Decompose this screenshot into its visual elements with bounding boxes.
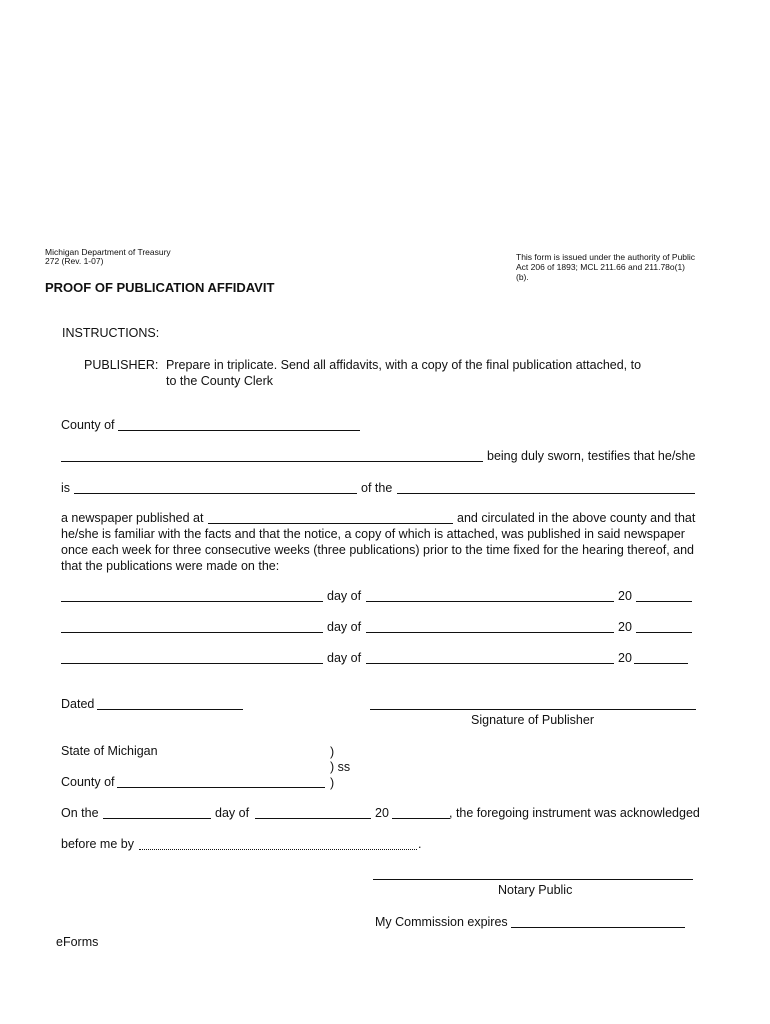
instruction-line-2: to the County Clerk	[166, 374, 273, 388]
day-of-label: day of	[327, 620, 362, 634]
year-prefix: 20	[618, 651, 632, 665]
period-mark: .	[418, 837, 422, 851]
agency-name: Michigan Department of Treasury	[45, 247, 171, 257]
notary-signature-field[interactable]	[373, 879, 693, 880]
instruction-line-1: Prepare in triplicate. Send all affidavits, with a copy of the final publication attached, to	[166, 358, 642, 372]
publication-2-month-field[interactable]	[366, 632, 614, 633]
eforms-brand: eForms	[56, 935, 99, 949]
before-me-field[interactable]	[139, 849, 417, 850]
notary-day-field[interactable]	[103, 818, 211, 819]
circulated-text: and circulated in the above county and that	[457, 511, 696, 525]
dated-label: Dated	[61, 697, 95, 711]
day-of-label: day of	[327, 651, 362, 665]
county-of-label: County of	[61, 418, 115, 432]
publication-1-month-field[interactable]	[366, 601, 614, 602]
on-the-label: On the	[61, 806, 99, 820]
affidavit-paragraph: he/she is familiar with the facts and that the notice, a copy of which is attached, was published in said newspaper once each week for three consecutive weeks (three publications) prior to the time fixed for the hearing thereof, and that the publications were made on the:	[61, 527, 694, 573]
notary-year-prefix: 20	[375, 806, 389, 820]
before-me-label: before me by	[61, 837, 134, 851]
newspaper-name-field[interactable]	[397, 493, 695, 494]
notary-month-field[interactable]	[255, 818, 371, 819]
being-sworn-text: being duly sworn, testifies that he/she	[487, 449, 696, 463]
publication-1-day-field[interactable]	[61, 601, 323, 602]
publisher-label: PUBLISHER:	[84, 358, 159, 372]
dated-field[interactable]	[97, 709, 243, 710]
state-label: State of Michigan	[61, 744, 158, 758]
publication-2-year-field[interactable]	[636, 632, 692, 633]
publisher-signature-field[interactable]	[370, 709, 696, 710]
day-of-label: day of	[327, 589, 362, 603]
year-prefix: 20	[618, 589, 632, 603]
paren-3: )	[330, 776, 335, 790]
is-label: is	[61, 481, 71, 495]
of-the-label: of the	[361, 481, 393, 495]
notary-year-field[interactable]	[392, 818, 450, 819]
notary-county-field[interactable]	[117, 787, 325, 788]
publication-3-month-field[interactable]	[366, 663, 614, 664]
commission-label: My Commission expires	[375, 915, 508, 929]
notary-county-label: County of	[61, 775, 115, 789]
signature-caption: Signature of Publisher	[471, 713, 594, 727]
publication-2-day-field[interactable]	[61, 632, 323, 633]
publication-1-year-field[interactable]	[636, 601, 692, 602]
affiant-name-field[interactable]	[61, 461, 483, 462]
form-title: PROOF OF PUBLICATION AFFIDAVIT	[45, 280, 275, 295]
acknowledged-text: , the foregoing instrument was acknowledged	[449, 806, 700, 820]
notary-public-caption: Notary Public	[498, 883, 573, 897]
commission-expires-field[interactable]	[511, 927, 685, 928]
publication-3-day-field[interactable]	[61, 663, 323, 664]
published-at-label: a newspaper published at	[61, 511, 204, 525]
instructions-heading: INSTRUCTIONS:	[62, 326, 160, 340]
ss-mark: ) ss	[330, 760, 351, 774]
county-field[interactable]	[118, 430, 360, 431]
publication-3-year-field[interactable]	[634, 663, 688, 664]
authority-note: This form is issued under the authority of Public Act 206 of 1893; MCL 211.66 and 211.78o(1)(b).	[516, 252, 696, 282]
published-at-field[interactable]	[208, 523, 453, 524]
year-prefix: 20	[618, 620, 632, 634]
form-number: 272 (Rev. 1-07)	[45, 256, 104, 266]
paren-1: )	[330, 745, 335, 759]
position-field[interactable]	[74, 493, 357, 494]
notary-day-of-label: day of	[215, 806, 250, 820]
